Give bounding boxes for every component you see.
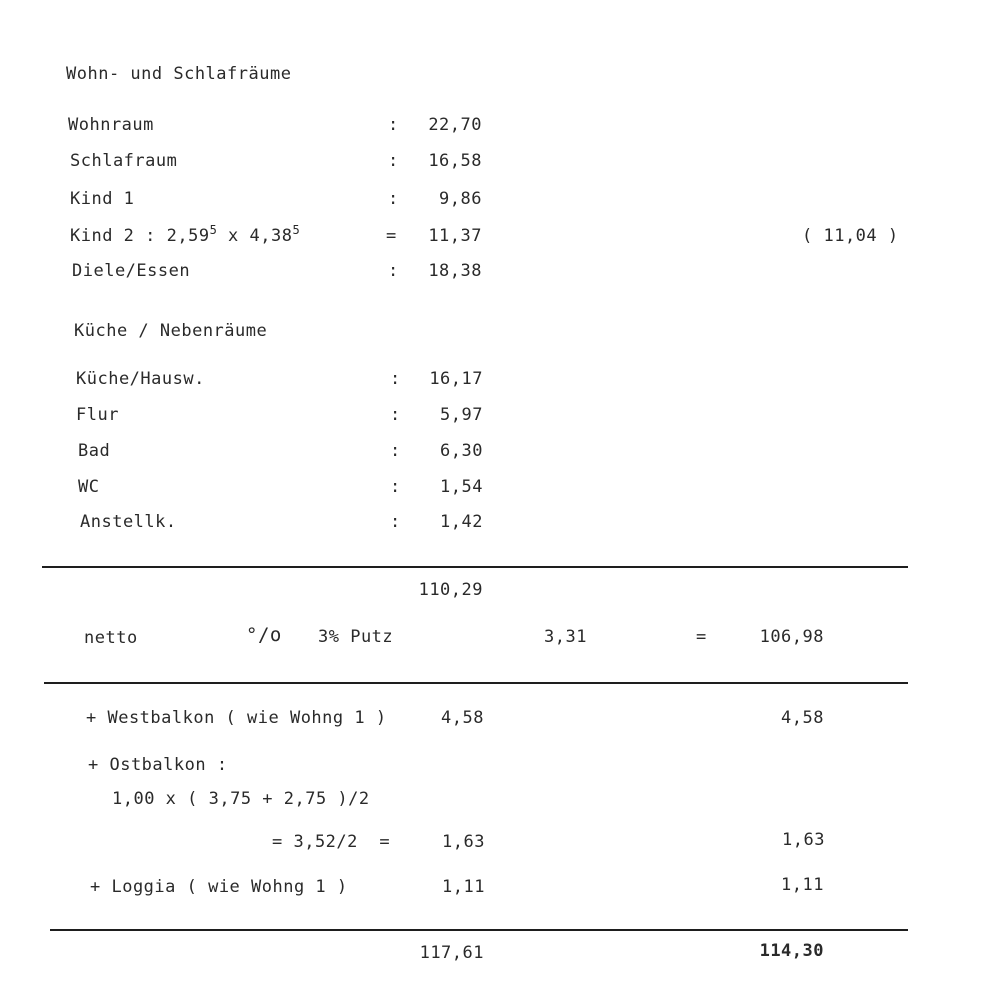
row-label-kind2: Kind 2 : 2,59$^5$ x 4,38$^5$ [70,223,301,246]
row-sep: : [388,115,399,135]
divider-rule [42,566,908,568]
loggia-total: 1,11 [781,875,824,895]
row-sep: = [386,226,397,246]
row-label-diele: Diele/Essen [72,261,191,281]
row-label-wohnraum: Wohnraum [68,115,154,135]
row-sep: : [390,369,401,389]
row-sep: : [388,261,399,281]
netto-label: netto [84,628,138,648]
divider-rule [50,929,908,931]
ostbalkon-formula: 1,00 x ( 3,75 + 2,75 )/2 [112,789,370,809]
row-sep: : [388,189,399,209]
netto-equals: = [696,627,707,647]
westbalkon-value: 4,58 [441,708,484,728]
row-label-kueche: Küche/Hausw. [76,369,205,389]
ostbalkon-value: 1,63 [442,832,485,852]
row-value-kind1: 9,86 [439,189,482,209]
row-note-kind2: ( 11,04 ) [802,226,899,246]
row-value-schlafraum: 16,58 [428,151,482,171]
row-value-wc: 1,54 [440,477,483,497]
row-sep: : [390,405,401,425]
putz-value: 3,31 [544,627,587,647]
row-value-anstellk: 1,42 [440,512,483,532]
row-sep: : [390,477,401,497]
subtotal-value: 110,29 [418,580,483,600]
row-value-kueche: 16,17 [429,369,483,389]
total-gross: 117,61 [419,943,484,963]
row-sep: : [390,512,401,532]
westbalkon-total: 4,58 [781,708,824,728]
row-label-anstellk: Anstellk. [80,512,177,532]
divider-rule [44,682,908,684]
section-heading-kitchen: Küche / Nebenräume [74,321,268,341]
loggia-value: 1,11 [442,877,485,897]
row-label-flur: Flur [76,405,119,425]
row-label-schlafraum: Schlafraum [70,151,178,171]
westbalkon-label: + Westbalkon ( wie Wohng 1 ) [86,708,387,728]
section-heading-living: Wohn- und Schlafräume [66,64,292,84]
row-sep: : [390,441,401,461]
total-net: 114,30 [759,941,824,961]
row-sep: : [388,151,399,171]
row-value-kind2: 11,37 [428,226,482,246]
loggia-label: + Loggia ( wie Wohng 1 ) [90,877,348,897]
ostbalkon-calc: = 3,52/2 = [272,832,391,852]
row-label-bad: Bad [78,441,111,461]
netto-result: 106,98 [759,627,824,647]
row-value-wohnraum: 22,70 [428,115,482,135]
row-label-wc: WC [78,477,100,497]
percent-sign: °/o [246,624,282,646]
row-value-flur: 5,97 [440,405,483,425]
row-label-kind1: Kind 1 [70,189,135,209]
ostbalkon-total: 1,63 [782,830,825,850]
ostbalkon-heading: + Ostbalkon : [88,755,228,775]
row-value-diele: 18,38 [428,261,482,281]
putz-label: 3% Putz [318,627,394,647]
row-value-bad: 6,30 [440,441,483,461]
